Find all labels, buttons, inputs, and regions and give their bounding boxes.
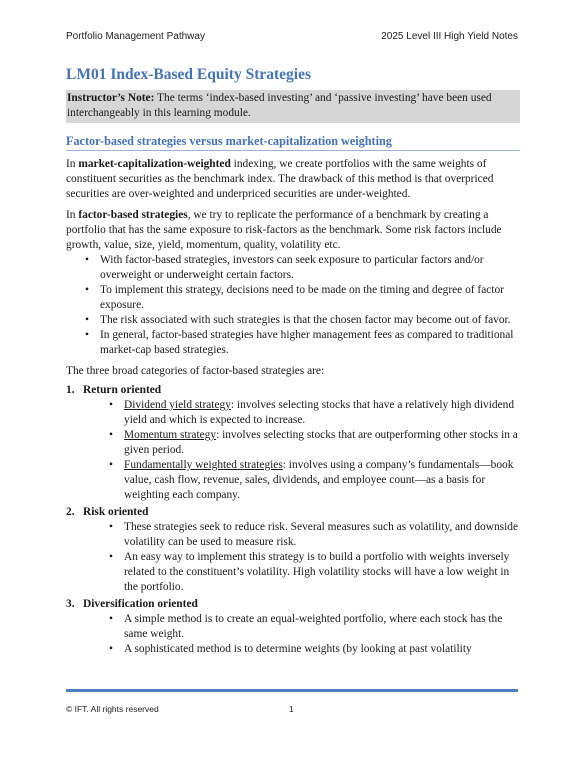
footer-rule [66,689,518,692]
page-footer [66,704,518,718]
sub-item: • A sophisticated method is to determine weights (by looking at past volatility [124,642,520,657]
para1-post: indexing, we create portfolios with the same weights of constituent securities as the benchmark index. The drawback of this method is that overpriced securities are over-weighted and underpriced securities are under-weighted. [66,158,494,200]
para2-pre: In [66,209,79,221]
sub-item-text: : involves selecting stocks that have a relatively high dividend yield and which is expected to increase. [124,399,515,426]
sub-item: • A simple method is to create an equal-weighted portfolio, where each stock has the same weight. [124,612,520,642]
header-right-text: 2025 Level III High Yield Notes [381,31,518,42]
sub-item [124,458,520,503]
bullet-item: • To implement this strategy, decisions need to be made on the timing and degree of factor exposure. [100,283,520,313]
bullet-item: • In general, factor-based strategies have higher management fees as compared to traditional market-cap based strategies. [100,328,520,358]
categories-intro: The three broad categories of factor-based strategies are: [66,365,325,377]
para1-bold-term: market-capitalization-weighted [78,158,231,170]
category-item [66,383,520,503]
sub-item-text: : involves using a company’s fundamentals—book value, cash flow, revenue, sales, dividends, and employee count—as a basis for weighting each company. [124,459,514,501]
instructor-note-label: Instructor’s Note: [67,92,155,104]
category-sub-list [66,520,520,595]
category-label: Return oriented [83,384,162,396]
category-number: 3. [66,598,75,610]
category-label: Risk oriented [83,506,149,518]
category-number: 2. [66,506,75,518]
bullet-item: • The risk associated with such strategies is that the chosen factor may become out of favor. [100,313,520,328]
sub-item [124,398,520,428]
category-heading [66,383,520,398]
sub-item-term: Dividend yield strategy [124,399,231,411]
sub-item-term: Momentum strategy [124,429,217,441]
category-number: 1. [66,384,75,396]
footer-copyright: © IFT. All rights reserved [66,704,159,714]
category-sub-list [66,398,520,503]
sub-item [124,428,520,458]
sub-item: • An easy way to implement this strategy is to build a portfolio with weights inversely related to the constituent’s volatility. High volatility stocks will have a low weight in the portfolio. [124,550,520,595]
page-header [66,31,518,47]
section-heading: Factor-based strategies versus market-capitalization weighting [66,133,520,151]
bullet-item: • With factor-based strategies, investors can seek exposure to particular factors and/or overweight or underweight certain factors. [100,253,520,283]
category-label: Diversification oriented [83,598,198,610]
instructor-note-text: The terms ‘index-based investing’ and ‘passive investing’ have been used interchangeably in this learning module. [67,92,492,119]
category-sub-list [66,612,520,657]
sub-item: • These strategies seek to reduce risk. Several measures such as volatility, and downside volatility can be used to measure risk. [124,520,520,550]
paragraph-factor-based [66,208,520,253]
sub-item-term: Fundamentally weighted strategies [124,459,283,471]
category-heading [66,597,520,612]
para1-pre: In [66,158,79,170]
para2-bold-term: factor-based strategies [78,209,188,221]
header-left-text: Portfolio Management Pathway [66,31,205,42]
page-title: LM01 Index-Based Equity Strategies [66,66,311,83]
categories-list [66,383,520,657]
instructor-note [66,90,520,123]
category-heading [66,505,520,520]
paragraph-market-cap [66,157,520,202]
page-number: 1 [289,704,294,714]
page-content [66,64,520,657]
category-item [66,597,520,657]
category-item [66,505,520,595]
factor-bullet-list [66,253,520,358]
para2-post: , we try to replicate the performance of a benchmark by creating a portfolio that has the same exposure to risk-factors as the benchmark. Some risk factors include growth, value, size, yield, momentum, quality, volatility etc. [66,209,502,251]
sub-item-text: : involves selecting stocks that are outperforming other stocks in a given period. [124,429,518,456]
